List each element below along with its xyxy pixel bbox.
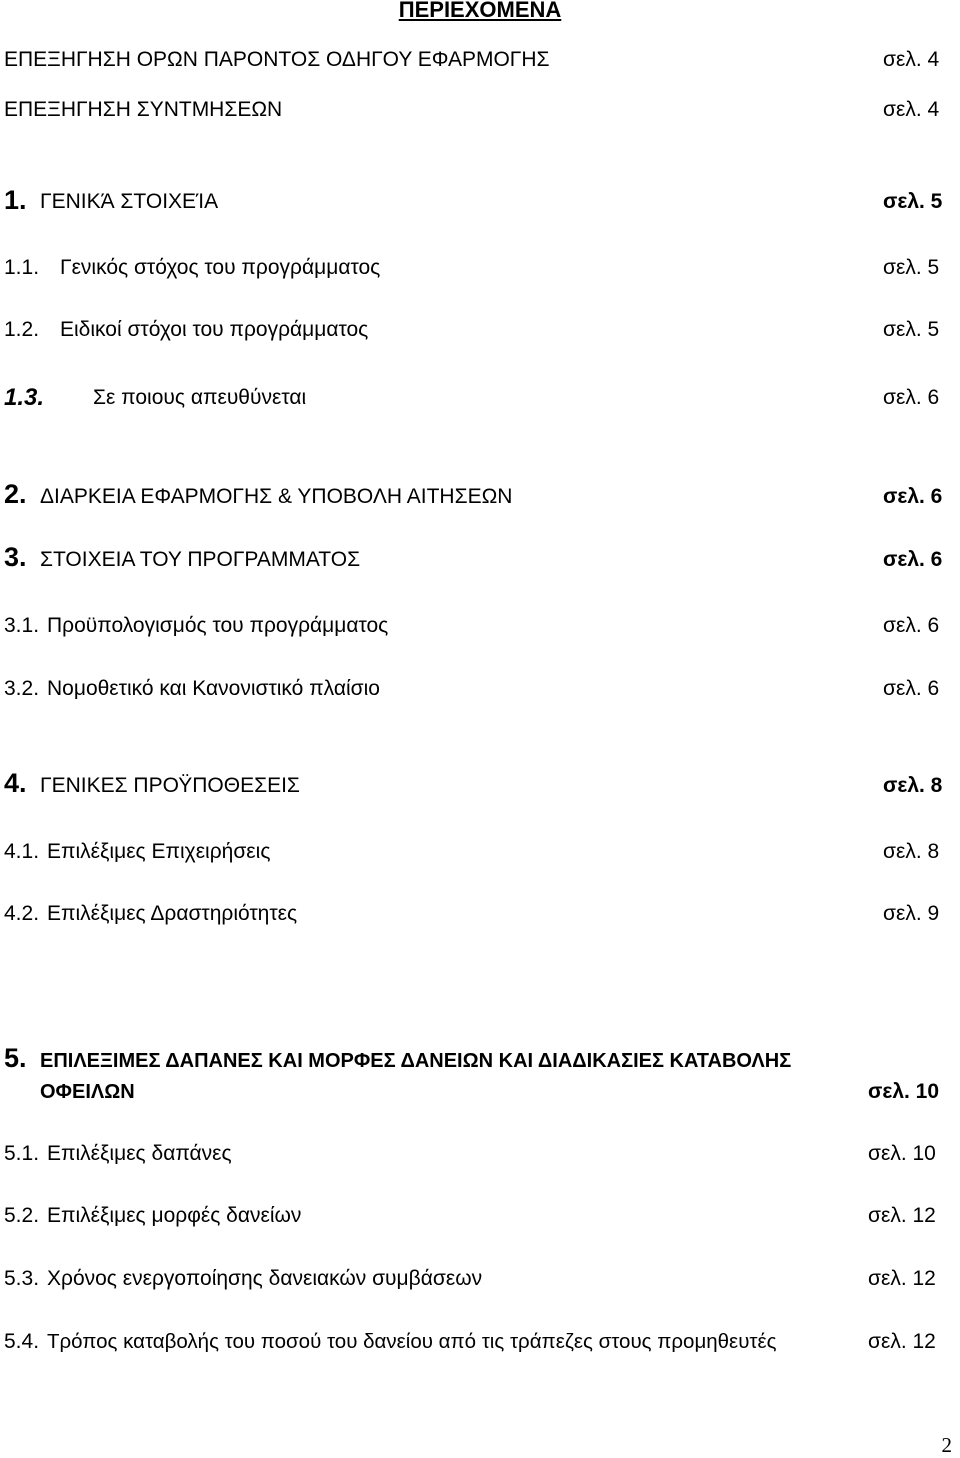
toc-entry-number: 3.2. [4,677,40,700]
toc-entry-text-line2: ΟΦΕΙΛΩΝ [40,1081,135,1103]
toc-entry [0,675,960,703]
toc-entry-text: ΕΠΙΛΕΞΙΜΕΣ ΔΑΠΑΝΕΣ ΚΑΙ ΜΟΡΦΕΣ ΔΑΝΕΙΩΝ ΚΑΙ ΔΙΑΔΙΚΑΣΙΕΣ ΚΑΤΑΒΟΛΗΣ [40,1050,792,1072]
toc-entry-number: 4.1. [4,840,40,863]
toc-entry-text: ΔΙΑΡΚΕΙΑ ΕΦΑΡΜΟΓΗΣ & ΥΠΟΒΟΛΗ ΑΙΤΗΣΕΩΝ [40,485,513,508]
toc-entry-number: 4. [4,768,27,798]
toc-entry-number: 5. [4,1043,27,1073]
toc-entry [0,768,960,800]
toc-entry-text: Επιλέξιμες δαπάνες [47,1142,232,1165]
toc-entry-text: Σε ποιους απευθύνεται [93,386,307,409]
toc-entry-page: σελ. 5 [883,318,940,341]
toc-entry-text: Γενικός στόχος του προγράμματος [60,256,381,279]
toc-entry-page: σελ. 6 [883,677,940,700]
toc-entry-page: σελ. 12 [868,1204,936,1227]
toc-entry-number: 4.2. [4,902,40,925]
toc-entry [0,1202,960,1230]
toc-entry [0,185,960,216]
toc-entry-number: 2. [4,479,27,509]
toc-entry-number: 5.1. [4,1142,40,1165]
toc-entry-text: Τρόπος καταβολής του ποσού του δανείου από τις τράπεζες στους προμηθευτές [47,1330,777,1353]
toc-entry-text: Ειδικοί στόχοι του προγράμματος [60,318,369,341]
toc-entry-number: 1.1. [4,256,40,279]
toc-entry-text: ΓΕΝΙΚΆ ΣΤΟΙΧΕΊΑ [40,190,219,213]
toc-entry-text: Επιλέξιμες Επιχειρήσεις [47,840,271,863]
toc-entry-page: σελ. 4 [883,48,940,71]
toc-entry-number: 1.2. [4,318,40,341]
toc-entry-text: ΣΤΟΙΧΕΙΑ ΤΟΥ ΠΡΟΓΡΑΜΜΑΤΟΣ [40,548,361,571]
toc-entry-text: Χρόνος ενεργοποίησης δανειακών συμβάσεων [47,1267,483,1290]
toc-entry-page: σελ. 12 [868,1330,936,1353]
toc-entry-number: 5.2. [4,1204,40,1227]
toc-entry-text: ΕΠΕΞΗΓΗΣΗ ΟΡΩΝ ΠΑΡΟΝΤΟΣ ΟΔΗΓΟΥ ΕΦΑΡΜΟΓΗΣ [4,48,550,71]
toc-entry-continuation [0,1078,960,1106]
toc-entry-number: 5.3. [4,1267,40,1290]
toc-entry [0,254,960,282]
toc-entry-text: Επιλέξιμες μορφές δανείων [47,1204,302,1227]
toc-entry-page: σελ. 10 [868,1142,936,1165]
toc-entry [0,1140,960,1168]
page-number: 2 [941,1433,952,1457]
toc-entry-page: σελ. 6 [883,386,940,409]
toc-entry-page: σελ. 10 [868,1080,940,1103]
toc-entry-text: ΕΠΕΞΗΓΗΣΗ ΣΥΝΤΜΗΣΕΩΝ [4,98,283,121]
toc-entry-page: σελ. 6 [883,548,943,571]
toc-entry-page: σελ. 8 [883,774,943,797]
toc-entry-number: 3.1. [4,614,40,637]
toc-entry-page: σελ. 6 [883,614,940,637]
toc-entry-page: σελ. 12 [868,1267,936,1290]
toc-entry [0,1328,960,1356]
toc-entry [0,1043,960,1075]
toc-entry [0,479,960,511]
toc-entry-text: Επιλέξιμες Δραστηριότητες [47,902,298,925]
toc-entry-page: σελ. 9 [883,902,940,925]
toc-entry [0,542,960,574]
toc-entry [0,612,960,640]
toc-entry [0,900,960,928]
toc-entry-page: σελ. 6 [883,485,943,508]
toc-entry-text: Προϋπολογισμός του προγράμματος [47,614,389,637]
page-title: ΠΕΡΙΕΧΟΜΕΝΑ [398,0,562,22]
toc-entry-page: σελ. 5 [883,190,943,213]
toc-entry-number: 3. [4,542,27,572]
toc-entry-text: ΓΕΝΙΚΕΣ ΠΡΟΫΠΟΘΕΣΕΙΣ [40,774,300,797]
toc-entry-number: 5.4. [4,1330,40,1353]
toc-entry-number: 1. [4,185,27,215]
toc-entry-page: σελ. 8 [883,840,940,863]
toc-entry [0,316,960,344]
toc-entry-text: Νομοθετικό και Κανονιστικό πλαίσιο [47,677,380,700]
toc-entry [0,1265,960,1293]
toc-entry-number: 1.3. [4,384,45,411]
toc-entry [0,46,960,74]
toc-entry [0,384,960,412]
toc-entry-page: σελ. 5 [883,256,940,279]
toc-entry-page: σελ. 4 [883,98,940,121]
toc-entry [0,96,960,124]
toc-entry [0,838,960,866]
